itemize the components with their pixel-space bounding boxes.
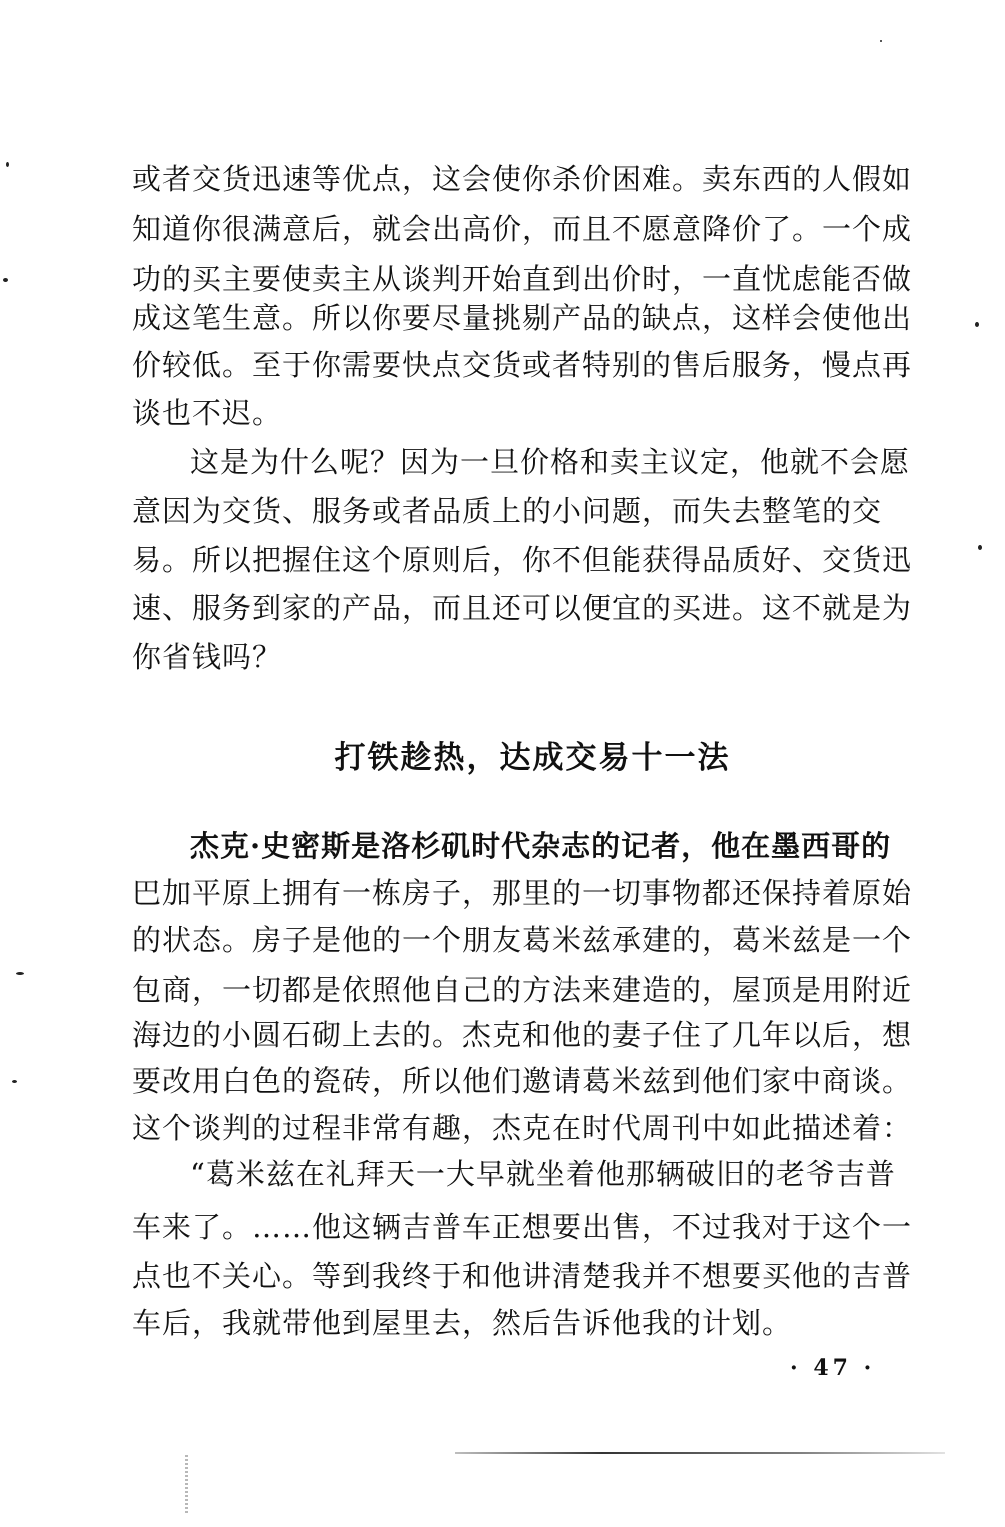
text-line: 知道你很满意后，就会出高价，而且不愿意降价了。一个成 bbox=[132, 212, 913, 246]
binding-edge-mark bbox=[185, 1455, 188, 1515]
text-line: 点也不关心。等到我终于和他讲清楚我并不想要买他的吉普 bbox=[132, 1259, 913, 1293]
text-line: 速、服务到家的产品，而且还可以便宜的买进。这不就是为 bbox=[132, 591, 913, 625]
text-line: 功的买主要使卖主从谈判开始直到出价时，一直忧虑能否做 bbox=[132, 262, 913, 296]
text-line: 杰克·史密斯是洛杉矶时代杂志的记者，他在墨西哥的 bbox=[190, 829, 892, 863]
scan-speck bbox=[3, 278, 8, 282]
scan-speck bbox=[6, 162, 9, 167]
scan-speck bbox=[978, 545, 982, 550]
text-line: 巴加平原上拥有一栋房子，那里的一切事物都还保持着原始 bbox=[132, 876, 913, 910]
text-line: 车后，我就带他到屋里去，然后告诉他我的计划。 bbox=[132, 1306, 793, 1340]
text-line: 这个谈判的过程非常有趣，杰克在时代周刊中如此描述着： bbox=[132, 1111, 913, 1145]
scan-rule bbox=[455, 1452, 945, 1454]
text-line: “葛米兹在礼拜天一大早就坐着他那辆破旧的老爷吉普 bbox=[190, 1157, 896, 1191]
scan-speck bbox=[16, 972, 24, 975]
scan-speck bbox=[12, 1080, 17, 1083]
text-line: 易。所以把握住这个原则后，你不但能获得品质好、交货迅 bbox=[132, 543, 913, 577]
text-line: 价较低。至于你需要快点交货或者特别的售后服务，慢点再 bbox=[132, 348, 913, 382]
scan-speck bbox=[975, 322, 979, 327]
text-line: 谈也不迟。 bbox=[132, 396, 283, 430]
page-number: · 47 · bbox=[790, 1355, 876, 1381]
text-line: 成这笔生意。所以你要尽量挑剔产品的缺点，这样会使他出 bbox=[132, 301, 913, 335]
text-line: 包商，一切都是依照他自己的方法来建造的，屋顶是用附近 bbox=[132, 973, 913, 1007]
text-line: 海边的小圆石砌上去的。杰克和他的妻子住了几年以后，想 bbox=[132, 1018, 913, 1052]
text-line: 这是为什么呢？因为一旦价格和卖主议定，他就不会愿 bbox=[190, 445, 911, 479]
text-line: 要改用白色的瓷砖，所以他们邀请葛米兹到他们家中商谈。 bbox=[132, 1064, 913, 1098]
text-line: 的状态。房子是他的一个朋友葛米兹承建的，葛米兹是一个 bbox=[132, 923, 913, 957]
scan-speck bbox=[880, 40, 882, 42]
text-line: 意因为交货、服务或者品质上的小问题，而失去整笔的交 bbox=[132, 494, 883, 528]
text-line: 或者交货迅速等优点，这会使你杀价困难。卖东西的人假如 bbox=[132, 162, 913, 196]
text-line: 车来了。……他这辆吉普车正想要出售，不过我对于这个一 bbox=[132, 1210, 913, 1244]
text-line: 你省钱吗？ bbox=[132, 640, 283, 674]
section-heading: 打铁趁热，达成交易十一法 bbox=[334, 740, 731, 776]
